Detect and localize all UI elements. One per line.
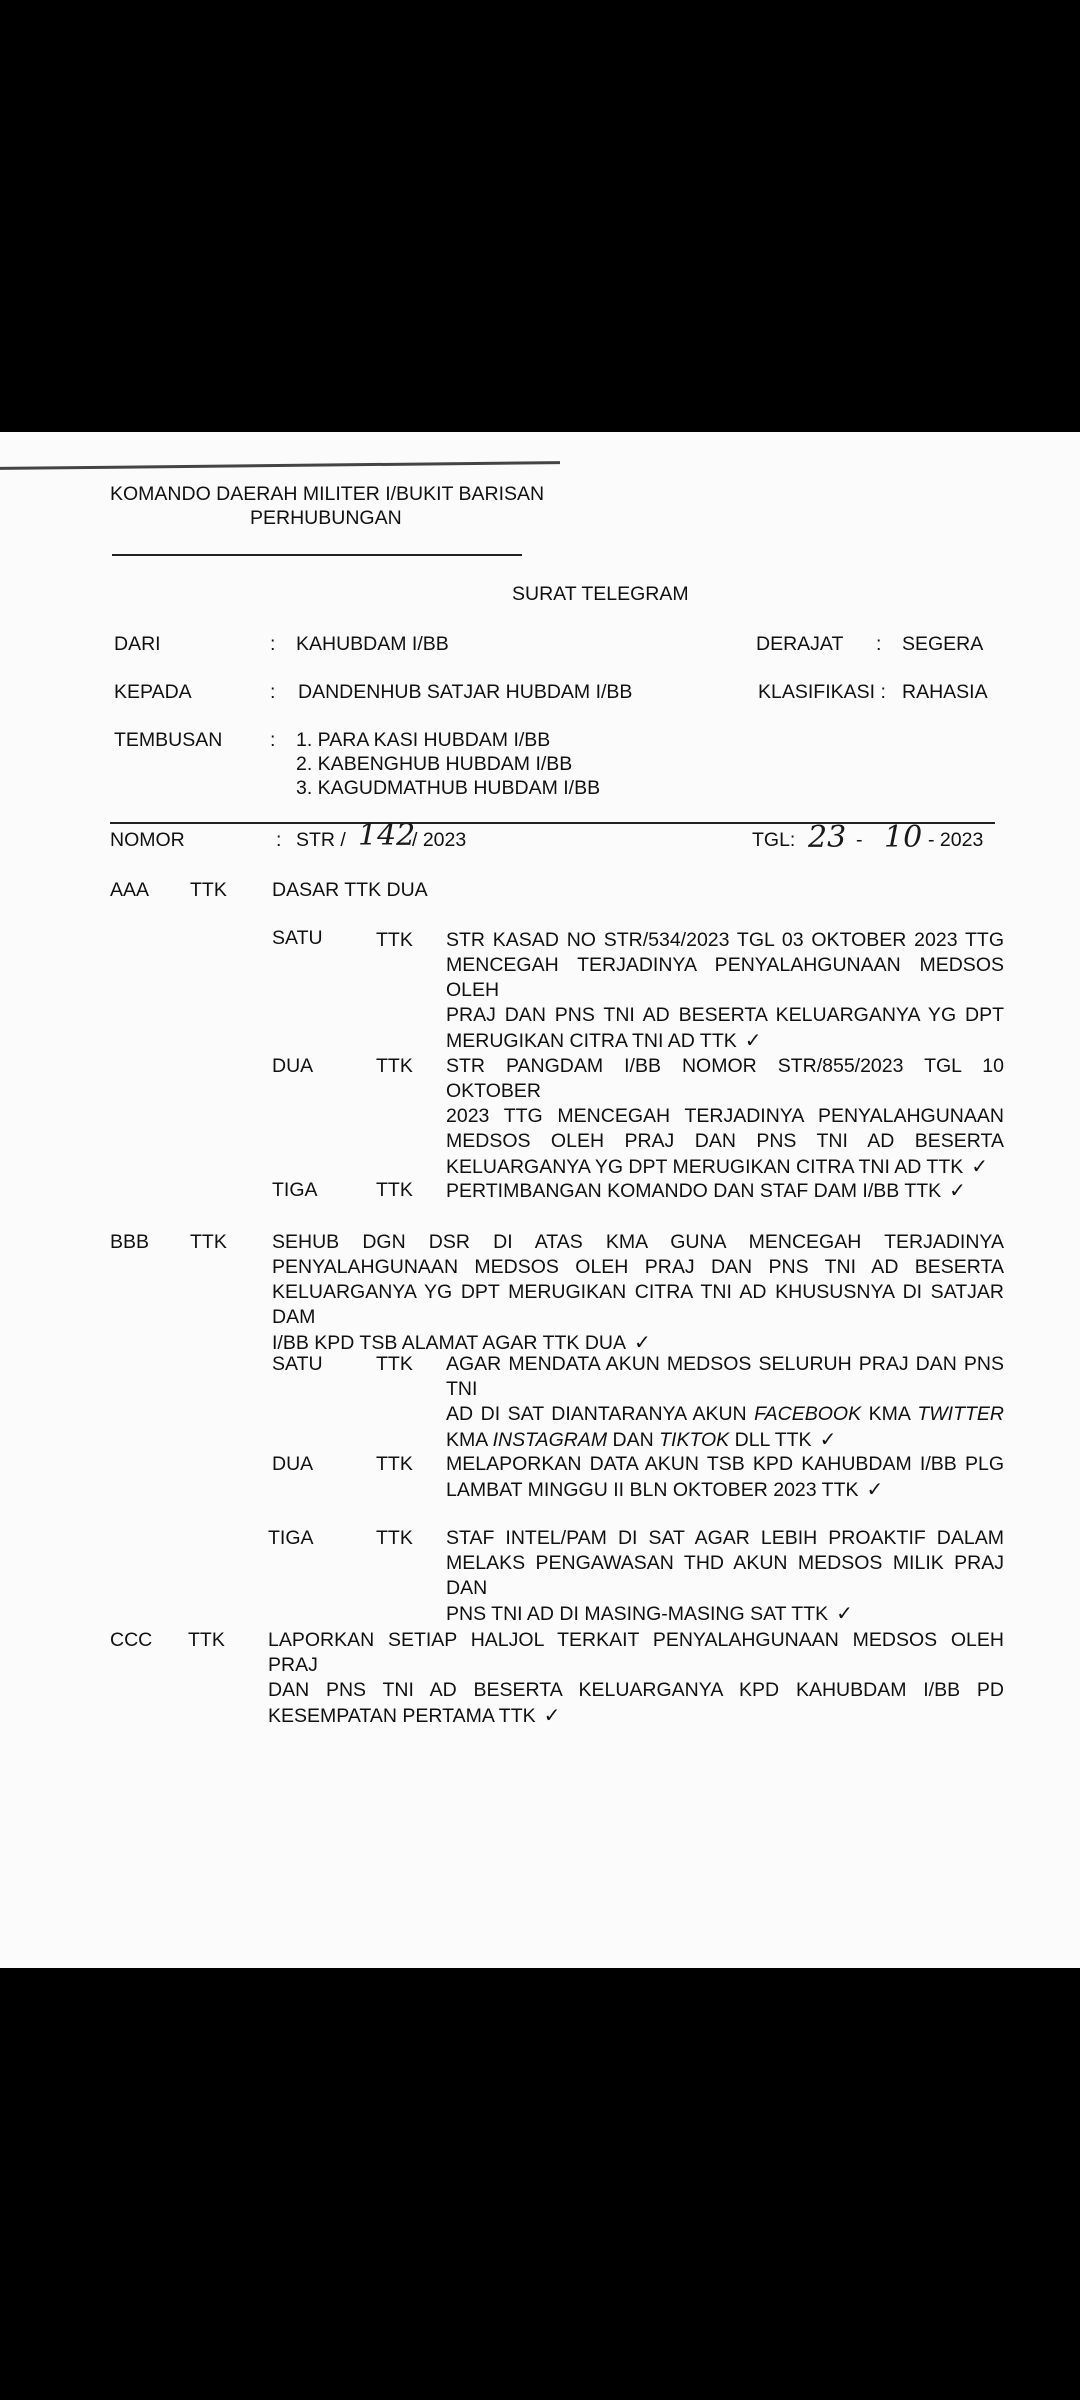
section-bbb-ttk: TTK <box>190 1231 227 1253</box>
colon: : <box>270 633 276 655</box>
check-mark-icon: ✓ <box>744 1028 762 1052</box>
item-text: PERTIMBANGAN KOMANDO DAN STAF DAM I/BB TTK ✓ <box>446 1178 966 1202</box>
kepada-value: DANDENHUB SATJAR HUBDAM I/BB <box>298 681 633 703</box>
item-ttk: TTK <box>376 1453 413 1475</box>
derajat-label: DERAJAT <box>756 633 844 655</box>
tgl-day: 23 <box>808 820 847 855</box>
item-label: DUA <box>272 1055 314 1077</box>
section-aaa-text: DASAR TTK DUA <box>272 879 428 901</box>
item-text: AGAR MENDATA AKUN MEDSOS SELURUH PRAJ DAN PNS TNI AD DI SAT DIANTARANYA AKUN FACEBOOK KMA TWITTER KMA INSTAGRAM DAN TIKTOK DLL TTK ✓ <box>446 1353 1004 1451</box>
derajat-value: SEGERA <box>902 633 984 655</box>
item-text: STAF INTEL/PAM DI SAT AGAR LEBIH PROAKTIF DALAM MELAKS PENGAWASAN THD AKUN MEDSOS MILIK PRAJ DAN PNS TNI AD DI MASING-MASING SAT TTK ✓ <box>446 1527 1004 1625</box>
document-title: SURAT TELEGRAM <box>512 583 689 605</box>
section-aaa-ttk: TTK <box>190 879 227 901</box>
section-bbb-label: BBB <box>110 1231 150 1253</box>
section-ccc-label: CCC <box>110 1629 153 1651</box>
check-mark-icon: ✓ <box>971 1154 989 1178</box>
meta-divider <box>110 822 995 824</box>
item-ttk: TTK <box>376 1353 413 1375</box>
item-label: TIGA <box>268 1527 314 1549</box>
tembusan-item: 3. KAGUDMATHUB HUBDAM I/BB <box>296 777 601 799</box>
tgl-year: - 2023 <box>928 829 984 851</box>
nomor-label: NOMOR <box>110 829 185 851</box>
org-line-1: KOMANDO DAERAH MILITER I/BUKIT BARISAN <box>110 483 545 505</box>
check-mark-icon: ✓ <box>866 1477 884 1501</box>
item-ttk: TTK <box>376 1179 413 1201</box>
check-mark-icon: ✓ <box>634 1330 651 1354</box>
kepada-label: KEPADA <box>114 681 192 703</box>
klasifikasi-value: RAHASIA <box>902 681 988 703</box>
section-bbb-text: SEHUB DGN DSR DI ATAS KMA GUNA MENCEGAH TERJADINYA PENYALAHGUNAAN MEDSOS OLEH PRAJ DAN PNS TNI AD BESERTA KELUARGANYA YG DPT MERUGIKAN CITRA TNI AD KHUSUSNYA DI SATJAR DAM I/BB KPD TSB ALAMAT AGAR TTK DUA ✓ <box>272 1231 1004 1354</box>
section-ccc-ttk: TTK <box>188 1629 225 1651</box>
check-mark-icon: ✓ <box>819 1427 837 1451</box>
dari-label: DARI <box>114 633 161 655</box>
item-label: DUA <box>272 1453 314 1475</box>
telegram-document <box>0 432 1080 1968</box>
item-text: MELAPORKAN DATA AKUN TSB KPD KAHUBDAM I/BB PLG LAMBAT MINGGU II BLN OKTOBER 2023 TTK ✓ <box>446 1453 1004 1501</box>
section-aaa-label: AAA <box>110 879 150 901</box>
tgl-label: TGL: <box>752 829 796 851</box>
item-label: SATU <box>272 1353 323 1375</box>
tembusan-item: 1. PARA KASI HUBDAM I/BB <box>296 729 551 751</box>
nomor-handwritten: 142 <box>358 818 416 853</box>
colon: : <box>276 829 282 851</box>
nomor-prefix: STR / <box>296 829 346 851</box>
top-edge-line <box>0 461 560 470</box>
klasifikasi-label: KLASIFIKASI : <box>758 681 886 703</box>
tgl-month: 10 <box>884 820 923 855</box>
tgl-dash: - <box>856 829 863 851</box>
tembusan-item: 2. KABENGHUB HUBDAM I/BB <box>296 753 573 775</box>
colon: : <box>270 681 276 703</box>
check-mark-icon: ✓ <box>543 1703 561 1727</box>
item-ttk: TTK <box>376 1055 413 1077</box>
item-ttk: TTK <box>376 929 413 951</box>
check-mark-icon: ✓ <box>949 1178 966 1202</box>
tembusan-label: TEMBUSAN <box>114 729 223 751</box>
item-label: TIGA <box>272 1179 318 1201</box>
item-ttk: TTK <box>376 1527 413 1549</box>
colon: : <box>876 633 882 655</box>
org-line-2: PERHUBUNGAN <box>250 507 402 529</box>
section-ccc-text: LAPORKAN SETIAP HALJOL TERKAIT PENYALAHGUNAAN MEDSOS OLEH PRAJ DAN PNS TNI AD BESERTA KELUARGANYA KPD KAHUBDAM I/BB PD KESEMPATAN PERTAMA TTK ✓ <box>268 1629 1004 1727</box>
item-text: STR KASAD NO STR/534/2023 TGL 03 OKTOBER 2023 TTG MENCEGAH TERJADINYA PENYALAHGUNAAN MEDSOS OLEH PRAJ DAN PNS TNI AD BESERTA KELUARGANYA YG DPT MERUGIKAN CITRA TNI AD TTK ✓ <box>446 929 1004 1052</box>
check-mark-icon: ✓ <box>836 1601 853 1625</box>
item-text: STR PANGDAM I/BB NOMOR STR/855/2023 TGL 10 OKTOBER 2023 TTG MENCEGAH TERJADINYA PENYALAHGUNAAN MEDSOS OLEH PRAJ DAN PNS TNI AD BESERTA KELUARGANYA YG DPT MERUGIKAN CITRA TNI AD TTK ✓ <box>446 1055 1004 1178</box>
colon: : <box>270 729 276 751</box>
nomor-suffix: / 2023 <box>412 829 467 851</box>
item-label: SATU <box>272 927 323 949</box>
dari-value: KAHUBDAM I/BB <box>296 633 449 655</box>
header-underline <box>112 554 522 556</box>
